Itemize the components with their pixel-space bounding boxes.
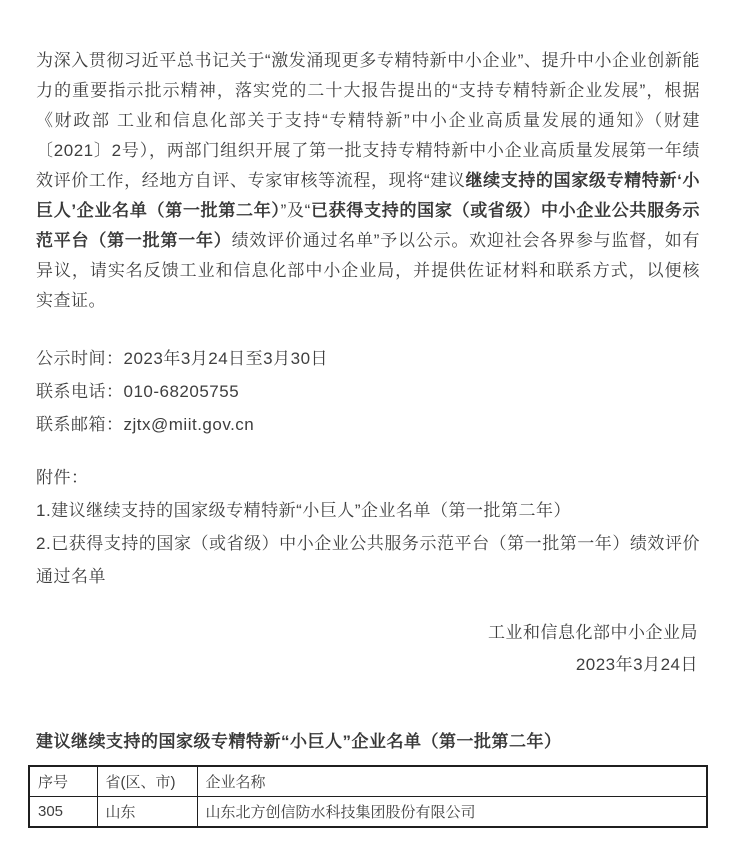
signature-section (36, 617, 700, 681)
table-header-row (29, 766, 707, 797)
contact-email-value: zjtx@miit.gov.cn (123, 415, 255, 434)
cell-seq: 305 (29, 797, 97, 828)
notice-period-label: 公示时间： (36, 349, 124, 368)
body-text-segment-2: ”及“ (280, 201, 311, 220)
contact-info (36, 342, 700, 441)
body-bold-list-name-1: 继续支持的国家级专精特新‘小巨人’企业名单（第一批第二年） (36, 171, 700, 220)
company-table (28, 765, 708, 828)
contact-email-label: 联系邮箱： (36, 415, 124, 434)
col-header-province: 省(区、市) (97, 766, 197, 797)
cell-company: 山东北方创信防水科技集团股份有限公司 (197, 797, 707, 828)
signature-org: 工业和信息化部中小企业局 (488, 623, 698, 642)
notice-period-value: 2023年3月24日至3月30日 (123, 349, 329, 368)
contact-phone-label: 联系电话： (36, 382, 124, 401)
attachment-item-2: 2.已获得支持的国家（或省级）中小企业公共服务示范平台（第一批第一年）绩效评价通过名单 (36, 534, 700, 586)
attachment-item-1: 1.建议继续支持的国家级专精特新“小巨人”企业名单（第一批第二年） (36, 501, 571, 520)
body-bold-list-name-2: 已获得支持的国家（或省级）中小企业公共服务示范平台（第一批第一年） (36, 201, 701, 250)
attachments-heading: 附件： (36, 468, 89, 487)
contact-phone (36, 375, 700, 408)
signature-date: 2023年3月24日 (575, 655, 698, 674)
company-list-title: 建议继续支持的国家级专精特新“小巨人”企业名单（第一批第二年） (36, 732, 562, 751)
public-notice-period (36, 342, 700, 375)
company-table-wrapper (28, 765, 708, 828)
contact-email (36, 408, 700, 441)
attachments-section (36, 461, 700, 593)
table-row (29, 797, 707, 828)
col-header-company: 企业名称 (197, 766, 707, 797)
cell-province: 山东 (97, 797, 197, 828)
body-text-segment-1: 为深入贯彻习近平总书记关于“激发涌现更多专精特新中小企业”、提升中小企业创新能力的重要指示批示精神，落实党的二十大报告提出的“支持专精特新企业发展”，根据《财政部 工业和信息化部关于支持“专精特新”中小企业高质量发展的通知》（财建〔2021〕2号），两部门组织开展了第一批支持专精特新中小企业高质量发展第一年绩效评价工作，经地方自评、专家审核等流程，现将“建议 (36, 51, 700, 190)
announcement-body (36, 46, 700, 316)
contact-phone-value: 010-68205755 (123, 382, 240, 401)
col-header-seq: 序号 (29, 766, 97, 797)
body-text-segment-3: 绩效评价通过名单”予以公示。欢迎社会各界参与监督，如有异议，请实名反馈工业和信息化部中小企业局，并提供佐证材料和联系方式，以便核实查证。 (36, 231, 700, 310)
